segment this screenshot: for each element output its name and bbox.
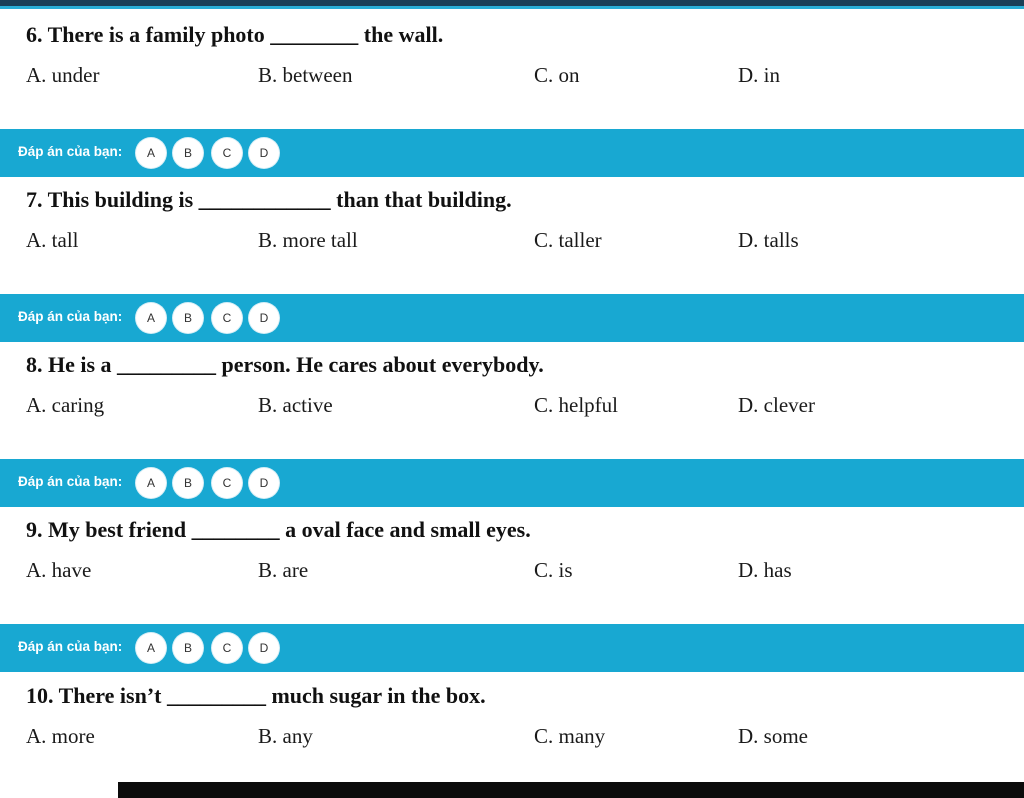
question-7: [0, 177, 1024, 297]
option-b: B. any: [258, 724, 313, 748]
option-c: C. taller: [534, 228, 602, 252]
option-b: B. between: [258, 63, 353, 87]
option-b: B. are: [258, 558, 309, 582]
option-b: B. more tall: [258, 228, 358, 252]
option-d: D. has: [738, 558, 792, 582]
answer-choice-a[interactable]: A: [136, 138, 166, 168]
option-c: C. many: [534, 724, 606, 748]
option-d: D. talls: [738, 228, 799, 252]
question-text: 8. He is a _________ person. He cares about everybody.: [26, 352, 544, 377]
option-c: C. is: [534, 558, 573, 582]
answer-choice-d[interactable]: D: [249, 468, 279, 498]
answer-choice-d[interactable]: D: [249, 303, 279, 333]
answer-choice-a[interactable]: A: [136, 468, 166, 498]
option-b: B. active: [258, 393, 333, 417]
taskbar-left-gap: [0, 782, 118, 798]
option-d: D. some: [738, 724, 808, 748]
question-text: 9. My best friend ________ a oval face and small eyes.: [26, 517, 531, 542]
answer-choice-b[interactable]: B: [173, 303, 203, 333]
question-text: 10. There isn’t _________ much sugar in the box.: [26, 683, 486, 708]
answer-choice-b[interactable]: B: [173, 633, 203, 663]
answer-bar-8: [0, 459, 1024, 507]
answer-choice-d[interactable]: D: [249, 633, 279, 663]
answer-bar-9: [0, 624, 1024, 672]
taskbar-edge: [0, 782, 1024, 798]
answer-bar-6: [0, 129, 1024, 177]
option-d: D. in: [738, 63, 780, 87]
question-text: 7. This building is ____________ than that building.: [26, 187, 512, 212]
answer-label: Đáp án của bạn:: [18, 639, 123, 654]
option-d: D. clever: [738, 393, 815, 417]
answer-bar-7: [0, 294, 1024, 342]
answer-choice-b[interactable]: B: [173, 468, 203, 498]
answer-label: Đáp án của bạn:: [18, 474, 123, 489]
option-a: A. caring: [26, 393, 105, 417]
option-a: A. more: [26, 724, 95, 748]
option-c: C. on: [534, 63, 580, 87]
answer-choice-a[interactable]: A: [136, 303, 166, 333]
answer-choice-c[interactable]: C: [212, 138, 242, 168]
question-9: [0, 507, 1024, 627]
question-text: 6. There is a family photo ________ the wall.: [26, 22, 444, 47]
answer-choice-a[interactable]: A: [136, 633, 166, 663]
question-8: [0, 342, 1024, 462]
option-a: A. have: [26, 558, 92, 582]
answer-choice-d[interactable]: D: [249, 138, 279, 168]
answer-label: Đáp án của bạn:: [18, 309, 123, 324]
answer-label: Đáp án của bạn:: [18, 144, 123, 159]
option-a: A. tall: [26, 228, 79, 252]
answer-choice-b[interactable]: B: [173, 138, 203, 168]
question-6: [0, 12, 1024, 132]
option-c: C. helpful: [534, 393, 618, 417]
option-a: A. under: [26, 63, 100, 87]
answer-choice-c[interactable]: C: [212, 468, 242, 498]
answer-choice-c[interactable]: C: [212, 633, 242, 663]
question-10: [0, 673, 1024, 782]
answer-choice-c[interactable]: C: [212, 303, 242, 333]
top-border: [0, 0, 1024, 9]
